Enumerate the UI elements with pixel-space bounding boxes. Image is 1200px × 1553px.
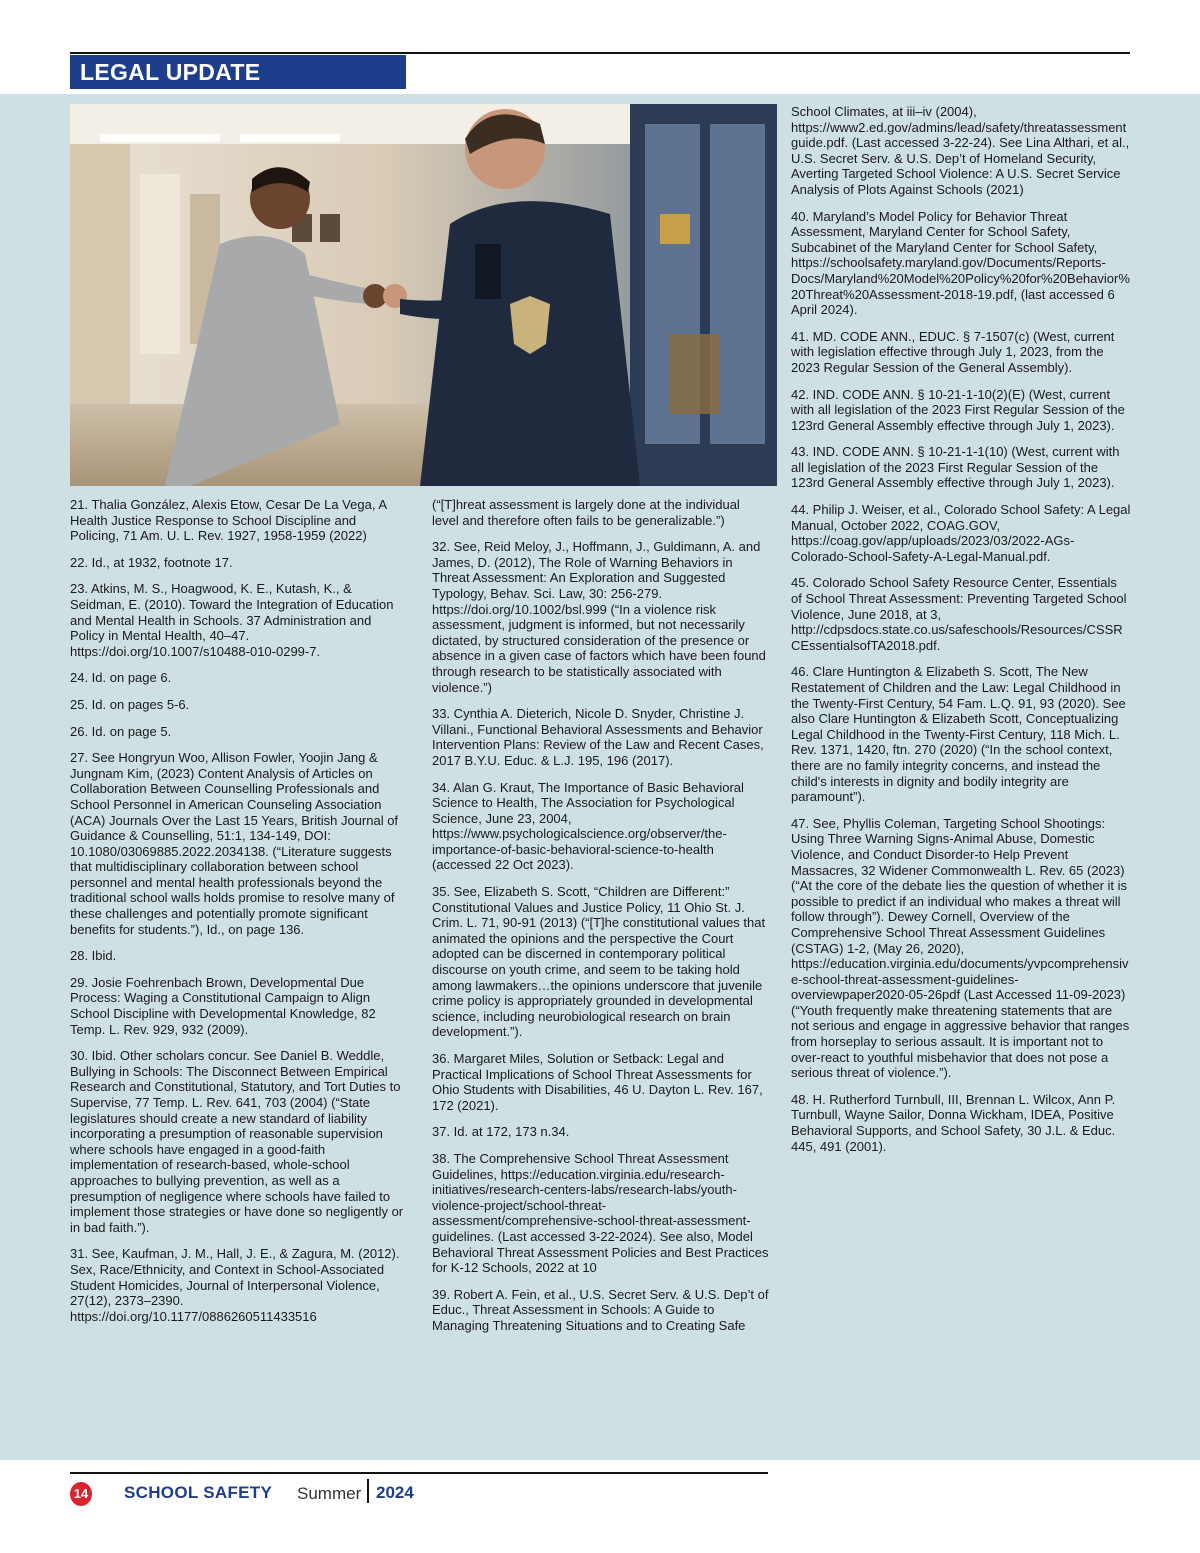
page-number-badge: 14 — [70, 1482, 92, 1506]
header-rule — [70, 52, 1130, 54]
reference-26: 26. Id. on page 5. — [70, 723, 172, 739]
reference-39: 39. Robert A. Fein, et al., U.S. Secret Serv. & U.S. Dep’t of Educ., Threat Assessment in Schools: A Guide to Managing Threatening Situations and to Creating Safe — [432, 1286, 769, 1333]
reference-40: 40. Maryland’s Model Policy for Behavior Threat Assessment, Maryland Center for School Safety, Subcabinet of the Maryland Center for School Safety, https://schoolsafety.maryland.gov/Documents/Reports-Docs/Maryland%20Model%20Policy%20for%20Behavior%20Threat%20Assessment-2018-19.pdf, (last accessed 6 April 2024). — [791, 208, 1130, 318]
reference-24: 24. Id. on page 6. — [70, 670, 172, 686]
reference-47: 47. See, Phyllis Coleman, Targeting School Shootings: Using Three Warning Signs-Animal Abuse, Domestic Violence, and Conduct Disorder-to Help Prevent Massacres, 32 Widener Commonwealth L. Rev. 65 (2023) (“At the core of the debate lies the question of whether it is possible to predict if an individual who makes a threat will follow through”). Dewey Cornell, Overview of the Comprehensive School Threat Assessment Guidelines (CSTAG) 1-2, (May 26, 2020), https://education.virginia.edu/documents/yvpcomprehensive-school-threat-assessment-guidelines-overviewpaper2020-05-26pdf (Last Accessed 11-09-2023) (“Youth frequently make threatening statements that are not serious and engage in aggressive behavior that ranges from horseplay to serious assault. It is important not to over-react to youthful misbehavior that does not pose a serious threat of violence.”). — [791, 815, 1130, 1081]
reference-44: 44. Philip J. Weiser, et al., Colorado School Safety: A Legal Manual, October 2022, COAG.GOV, https://coag.gov/app/uploads/2023/03/2022-AGs-Colorado-School-Safety-A-Legal-Manual.pdf. — [791, 502, 1131, 564]
magazine-title: SCHOOL SAFETY — [124, 1483, 273, 1502]
reference-41: 41. MD. CODE ANN., EDUC. § 7-1507(c) (West, current with legislation effective through July 1, 2023, from the 2023 Regular Session of the General Assembly). — [791, 328, 1115, 375]
reference-48: 48. H. Rutherford Turnbull, III, Brennan L. Wilcox, Ann P. Turnbull, Wayne Sailor, Donna Wickham, IDEA, Positive Behavioral Supports, and School Safety, 30 J.L. & Educ. 445, 491 (2001). — [791, 1091, 1116, 1154]
references-column-3 — [791, 104, 1131, 1165]
section-title: LEGAL UPDATE — [70, 55, 406, 89]
reference-25: 25. Id. on pages 5-6. — [70, 696, 190, 712]
reference-31: 31. See, Kaufman, J. M., Hall, J. E., & Zagura, M. (2012). Sex, Race/Ethnicity, and Context in School-Associated Student Homicides, Journal of Interpersonal Violence, 27(12), 2373–2390. https://doi.org/10.1177/0886260511433516 — [70, 1246, 400, 1324]
references-column-2 — [432, 497, 769, 1345]
reference-28: 28. Ibid. — [70, 948, 117, 964]
reference-31-continued: (“[T]hreat assessment is largely done at the individual level and therefore often fails to be generalizable.”) — [432, 497, 740, 528]
school-hallway-photo — [70, 104, 777, 486]
reference-32: 32. See, Reid Meloy, J., Hoffmann, J., Guldimann, A. and James, D. (2012), The Role of Warning Behaviors in Threat Assessment: An Exploration and Suggested Typology, Behav. Sci. Law, 30: 256-279. https://doi.org/10.1002/bsl.999 (“In a violence risk assessment, judgment is informed, but not necessarily dictated, by structured consideration of the presence or absence in a given case of factors which have been found through research to be statistically associated with violence.”) — [432, 539, 766, 695]
reference-34: 34. Alan G. Kraut, The Importance of Basic Behavioral Science to Health, The Association for Psychological Science, June 23, 2004, https://www.psychologicalscience.org/observer/the-importance-of-basic-behavioral-science-to-health (accessed 22 Oct 2023). — [432, 779, 744, 873]
references-column-1 — [70, 497, 407, 1335]
reference-21: 21. Thalia González, Alexis Etow, Cesar De La Vega, A Health Justice Response to School Discipline and Policing, 71 Am. U. L. Rev. 1927, 1958-1959 (2022) — [70, 497, 387, 544]
reference-30: 30. Ibid. Other scholars concur. See Daniel B. Weddle, Bullying in Schools: The Disconnect Between Empirical Research and Constitutional, Statutory, and Tort Duties to Supervise, 77 Temp. L. Rev. 641, 703 (2004) (“State legislatures should create a new standard of liability incorporating a presumption of reasonable supervision where schools have engaged in a good-faith implementation of research-based, whole-school approaches to bullying prevention, as well as a presumption of negligence where schools have failed to implement those strategies or have done so negligently or in bad faith.”). — [70, 1048, 404, 1235]
reference-33: 33. Cynthia A. Dieterich, Nicole D. Snyder, Christine J. Villani., Functional Behavioral Assessments and Behavior Intervention Plans: Review of the Law and Recent Cases, 2017 B.Y.U. Educ. & L.J. 195, 196 (2017). — [432, 706, 764, 768]
reference-29: 29. Josie Foehrenbach Brown, Developmental Due Process: Waging a Constitutional Campaign to Align School Discipline with Developmental Knowledge, 82 Temp. L. Rev. 929, 932 (2009). — [70, 974, 376, 1037]
reference-27: 27. See Hongryun Woo, Allison Fowler, Yoojin Jang & Jungnam Kim, (2023) Content Analysis of Articles on Collaboration Between Counselling Professionals and School Personnel in American Counseling Association (ACA) Journals Over the Last 15 Years, British Journal of Guidance & Counselling, 51:1, 134-149, DOI: 10.1080/03069885.2022.2034138. (“Literature suggests that multidisciplinary collaboration between school personnel and mental health professionals beyond the traditional school walls holds promise to resolve many of these challenges and potentially promote significant benefits for students.”), Id., on page 136. — [70, 750, 399, 937]
issue-year: 2024 — [376, 1483, 414, 1502]
reference-36: 36. Margaret Miles, Solution or Setback: Legal and Practical Implications of School Threat Assessments for Ohio Students with Disabilities, 46 U. Dayton L. Rev. 167, 172 (2021). — [432, 1051, 763, 1113]
reference-39-continued: School Climates, at iii–iv (2004), https://www2.ed.gov/admins/lead/safety/threatassessmentguide.pdf. (Last accessed 3-22-24). See Lina Althari, et al., U.S. Secret Serv. & U.S. Dep’t of Homeland Security, Averting Targeted School Violence: A U.S. Secret Service Analysis of Plots Against Schools (2021) — [791, 104, 1130, 197]
footer-rule — [70, 1472, 768, 1474]
footer-divider — [367, 1479, 369, 1503]
reference-43: 43. IND. CODE ANN. § 10-21-1-1(10) (West, current with all legislation of the 2023 First Regular Session of the 123rd General Assembly effective through July 1, 2023). — [791, 444, 1120, 491]
reference-35: 35. See, Elizabeth S. Scott, “Children are Different:” Constitutional Values and Justice Policy, 11 Ohio St. J. Crim. L. 71, 90-91 (2013) (“[T]he constitutional values that animated the opinions and the perspective the Court adopted can be discerned in contemporary political discourse on youth crime, and seem to be taking hold among lawmakers…the opinions underscore that juvenile crime policy is appropriately grounded in developmental science, including neurobiological research on brain development.”). — [432, 884, 766, 1040]
issue-season: Summer — [297, 1484, 362, 1503]
reference-42: 42. IND. CODE ANN. § 10-21-1-10(2)(E) (West, current with all legislation of the 2023 First Regular Session of the 123rd General Assembly effective through July 1, 2023). — [791, 386, 1125, 433]
reference-45: 45. Colorado School Safety Resource Center, Essentials of School Threat Assessment: Preventing Targeted School Violence, June 2018, at 3, http://cdpsdocs.state.co.us/safeschools/Resources/CSSRCEssentialsofTA2018.pdf. — [791, 575, 1127, 653]
reference-23: 23. Atkins, M. S., Hoagwood, K. E., Kutash, K., & Seidman, E. (2010). Toward the Integration of Education and Mental Health in Schools. 37 Administration and Policy in Mental Health, 40–47. https://doi.org/10.1007/s10488-010-0299-7. — [70, 581, 394, 659]
reference-22: 22. Id., at 1932, footnote 17. — [70, 554, 233, 570]
reference-37: 37. Id. at 172, 173 n.34. — [432, 1124, 570, 1140]
reference-38: 38. The Comprehensive School Threat Assessment Guidelines, https://education.virginia.edu/research-initiatives/research-centers-labs/research-labs/youth-violence-project/school-threat-assessment/comprehensive-school-threat-assessment-guidelines. (Last accessed 3-22-2024). See also, Model Behavioral Threat Assessment Policies and Best Practices for K-12 Schools, 2022 at 10 — [432, 1150, 769, 1276]
reference-46: 46. Clare Huntington & Elizabeth S. Scott, The New Restatement of Children and the Law: Legal Childhood in the Twenty-First Century, 54 Fam. L.Q. 91, 93 (2020). See also Clare Huntington & Elizabeth Scott, Conceptualizing Legal Childhood in the Twenty-First Century, 118 Mich. L. Rev. 1371, 1420, ftn. 270 (2020) (“In the school context, there are no family integrity concerns, and instead the child's interests in dignity and bodily integrity are paramount”). — [791, 664, 1126, 805]
